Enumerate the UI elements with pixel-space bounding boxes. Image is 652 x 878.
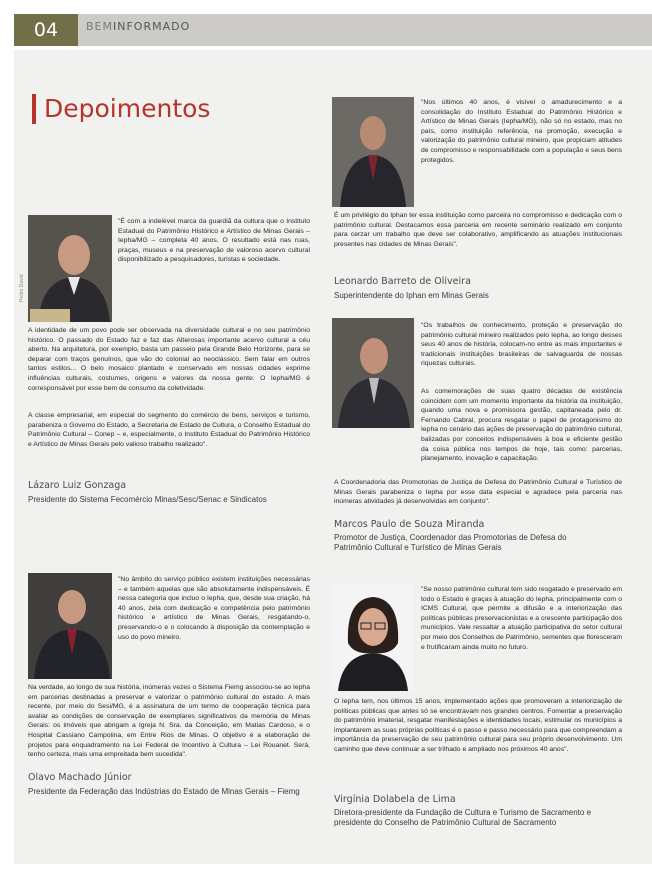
testimonial-text-virginia	[334, 697, 622, 761]
testimonial-text-marcos	[421, 387, 622, 470]
testimonial-text-virginia-intro	[421, 585, 622, 658]
brand-light: BEM	[86, 20, 113, 33]
testimonial-text-leonardo	[334, 211, 622, 255]
portrait-lazaro-figure	[28, 215, 112, 322]
author-role-lazaro: Presidente do Sistema Fecomércio Minas/Sesc/Senac e Sindicatos	[28, 495, 267, 504]
portrait-olavo-figure	[28, 573, 112, 679]
paragraph: "É com a indelével marca da guardiã da cultura que o Instituto Estadual do Patrimônio Histórico e Artístico de Minas Gerais – Iepha/MG – completa 40 anos. O resultado está nas ruas, praças, museus e na preservação de valoroso acervo cultural disponibilizado a pesquisadores, turistas e sociedade.	[118, 218, 310, 264]
paragraph: As comemorações de suas quatro décadas de existência coincidem com um momento importante da história da instituição, quando uma nova e promissora gestão, capitaneada pelo dr. Fernando Cabral, procura resgatar o papel de protagonismo do Iepha no cenário das ações de preservação do patrimônio cultural, balizadas por conceitos indispensáveis à boa e eficiente gestão da coisa pública nos tempos de hoje, tais como: parcerias, planejamento, inovação e capacitação.	[421, 388, 623, 463]
portrait-leonardo-figure	[332, 97, 414, 207]
author-role-leonardo: Superintendente do Iphan em Minas Gerais	[334, 291, 489, 300]
portrait-marcos	[332, 318, 414, 428]
paragraph: Na verdade, ao longo de sua história, inúmeras vezes o Sistema Fiemg associou-se ao Iepha em parcerias destinadas a preservar e valorizar o patrimônio cultural do estado. A mais recente, por meio do Sesi/MG, é a assinatura de um termo de cooperação técnica para avaliar as condições de conservação de exemplares significativos da memória de Minas Gerais: os imóveis que abrigam a Igreja N. Sra. da Conceição, em Matias Cardoso, e o Hospital Cassiano Campolina, em Entre Rios de Minas. O objetivo é a elaboração de projetos para enquadramento na Lei Federal de Incentivo à Cultura – Lei Rouanet. Será, tenho certeza, mais uma empreitada bem sucedida".	[28, 684, 310, 759]
testimonial-text-lazaro-intro	[118, 217, 310, 271]
testimonial-text-olavo	[28, 683, 310, 766]
author-name-olavo: Olavo Machado Júnior	[28, 772, 132, 783]
portrait-olavo	[28, 573, 112, 679]
paragraph: O Iepha tem, nos últimos 15 anos, implementado ações que promoveram a interiorização de políticas públicas que antes só se encontravam nos grandes centros. Fomentar a preservação do patrimônio imaterial, resgatar manifestações e identidades locais, estimular os municípios a implantarem as suas próprias políticas é o passo e passo necessário para que compreendam a importância da preservação de seu patrimônio cultural para seu próprio desenvolvimento. Um caminho que deve continuar a ser trilhado e ampliado nos próximos 40 anos".	[334, 698, 622, 753]
testimonial-text-marcos-closing	[334, 478, 622, 513]
testimonial-text-olavo-intro	[118, 575, 310, 648]
paragraph: "No âmbito do serviço público existem instituições necessárias – e também aquelas que são absolutamente indispensáveis. É nessa categoria que incluo o Iepha, que, desde sua criação, há 40 anos, zela com dedicação e competência pelo patrimônio histórico e artístico de Minas Gerais, resgatando-o, preservando-o e o colocando à disposição da contemplação e uso do povo mineiro.	[118, 576, 310, 641]
testimonial-text-leonardo-intro	[421, 98, 622, 171]
author-name-leonardo: Leonardo Barreto de Oliveira	[334, 276, 471, 287]
author-name-lazaro: Lázaro Luiz Gonzaga	[28, 480, 127, 491]
testimonial-text-marcos-intro	[421, 321, 622, 375]
paragraph: "Os trabalhos de conhecimento, proteção e preservação do patrimônio cultural mineiro realizados pelo Iepha, ao longo desses seus 40 anos de história, colocam-no entre as mais importantes e tradicionais instituições brasileiras de salvaguarda de nossas riquezas culturais.	[421, 322, 622, 368]
photo-credit: Pedro David	[19, 274, 25, 302]
author-name-virginia: Virgínia Dolabela de Lima	[334, 794, 456, 805]
section-title: Depoimentos	[44, 94, 211, 123]
title-accent-bar	[32, 94, 36, 124]
magazine-brand	[86, 20, 190, 33]
paragraph: A classe empresarial, em especial do segmento do comércio de bens, serviços e turismo, parabeniza o Governo do Estado, a Secretaria de Estado de Cultura, o Conselho Estadual do Patrimônio Cultural – Conep – e, especialmente, o Instituto Estadual do Patrimônio Histórico e Artístico de Minas Gerais pelo valioso trabalho realizado".	[28, 412, 310, 448]
portrait-leonardo	[332, 97, 414, 207]
portrait-lazaro	[28, 215, 112, 322]
author-role-marcos: Promotor de Justiça, Coordenador das Promotorias de Defesa do Patrimônio Cultural e Turístico de Minas Gerais	[334, 533, 567, 552]
author-role-virginia: Diretora-presidente da Fundação de Cultura e Turismo de Sacramento e presidente do Conselho de Patrimônio Cultural de Sacramento	[334, 808, 592, 827]
paragraph: A identidade de um povo pode ser observada na diversidade cultural e no seu patrimônio histórico. O passado do Estado faz e faz das Alterosas importante acervo cultural a céu aberto. Na arquitetura, por exemplo, basta um passeio pela Grande Belo Horizonte, para se deparar com traços genuínos, que vão do colonial ao neoclássico. Sem falar em outros tantos estilos... O belo mosaico plantado e conservado em nossas cidades exprime influências culturais, costumes, origens e valores da nossa gente. O Iepha/MG é corresponsável por esse bem de consumo da coletividade.	[28, 327, 310, 392]
paragraph: "Se nosso patrimônio cultural tem sido resgatado e preservado em todo o Estado é graças à atuação do Iepha, principalmente com o ICMS Cultural, que permite a difusão e a interiorização das políticas públicas preservacionistas e a crescente participação dos municípios. Vale ressaltar a atuação participativa do setor cultural por meio dos Conselhos de Patrimônio, sementes que floresceram e frutificaram ainda muito no futuro.	[421, 586, 622, 651]
brand-bold: INFORMADO	[113, 20, 191, 33]
testimonial-text-lazaro	[28, 326, 310, 456]
paragraph: É um privilégio do Iphan ter essa instituição como parceira no compromisso e dedicação com o patrimônio cultural. Destacamos essa parceria em recente seminário realizado em conjunto para cerzar um trabalho que deve ser colaborativo, amplificando as atuações institucionais presentes nas cidades de Minas Gerais".	[334, 212, 622, 248]
portrait-virginia	[332, 583, 414, 691]
paragraph: A Coordenadoria das Promotorias de Justiça de Defesa do Patrimônio Cultural e Turístico de Minas Gerais parabeniza o Iepha por esse data especial e agradece pela parceria nas inúmeras atividades já desenvolvidas em conjunto".	[334, 479, 622, 506]
author-name-marcos: Marcos Paulo de Souza Miranda	[334, 519, 485, 530]
portrait-marcos-figure	[332, 318, 414, 428]
page-number: 04	[14, 14, 78, 46]
paragraph: "Nos últimos 40 anos, é visível o amadurecimento e a consolidação do Instituto Estadual do Patrimônio Histórico e Artístico de Minas Gerais (Iepha/MG), não só no estado, mas no país, como instituição referência, na promoção, execução e valorização do patrimônio cultural mineiro, que propiciam atitudes de compromisso e responsabilidade com a população e seus bens protegidos.	[421, 99, 623, 164]
author-role-olavo: Presidente da Federação das Indústrias do Estado de Minas Gerais – Fiemg	[28, 787, 300, 796]
portrait-virginia-figure	[332, 583, 414, 691]
